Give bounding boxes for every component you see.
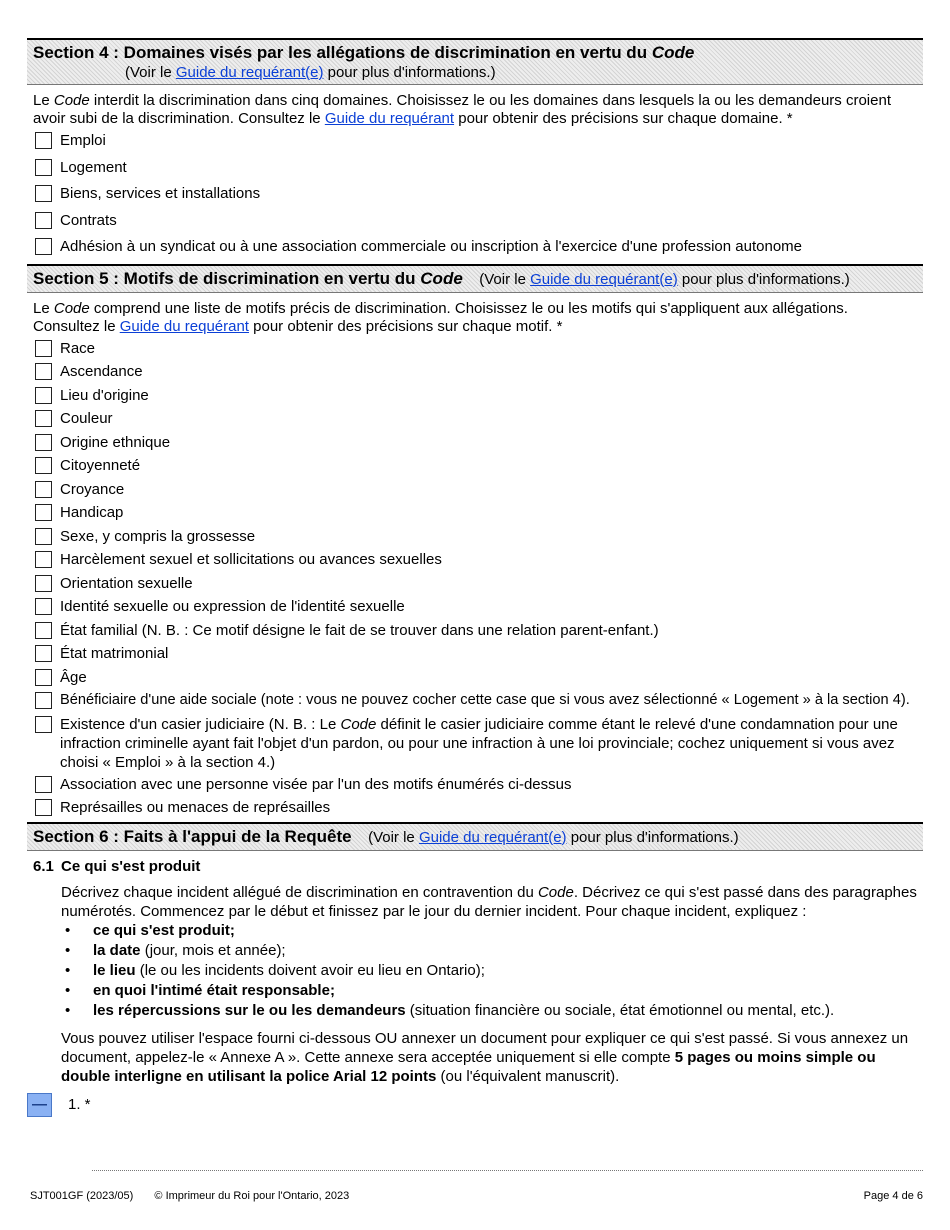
list-item: • le lieu (le ou les incidents doivent avoir eu lieu en Ontario);	[65, 961, 485, 979]
checkbox[interactable]	[35, 692, 52, 709]
incident-entry-row	[27, 1093, 923, 1117]
checkbox[interactable]	[35, 457, 52, 474]
domain-option[interactable]: Adhésion à un syndicat ou à une association commerciale ou inscription à l'exercice d'une profession autonome	[27, 237, 923, 264]
domain-option[interactable]: Emploi	[27, 131, 923, 158]
checkbox[interactable]	[35, 410, 52, 427]
ground-option[interactable]: Identité sexuelle ou expression de l'identité sexuelle	[27, 597, 923, 621]
ground-option[interactable]: Harcèlement sexuel et sollicitations ou avances sexuelles	[27, 550, 923, 574]
checkbox[interactable]	[35, 575, 52, 592]
ground-checkbox-list	[27, 339, 923, 822]
guide-link[interactable]: Guide du requérant(e)	[530, 270, 678, 288]
checkbox[interactable]	[35, 132, 52, 149]
domain-option[interactable]: Logement	[27, 158, 923, 185]
section-4-intro: Le Code interdit la discrimination dans cinq domaines. Choisissez le ou les domaines dans lesquels la ou les demandeurs croient avoir subi de la discrimination. Consultez le Guide du requérant pour obtenir des précisions sur chaque domaine. *	[33, 92, 891, 127]
guide-link[interactable]: Guide du requérant	[119, 317, 249, 335]
ground-option[interactable]: Race	[27, 339, 923, 363]
list-item: • ce qui s'est produit;	[65, 921, 235, 939]
checkbox[interactable]	[35, 238, 52, 255]
section-5-header	[27, 264, 923, 293]
ground-option[interactable]: Citoyenneté	[27, 456, 923, 480]
ground-option[interactable]: Couleur	[27, 409, 923, 433]
checkbox[interactable]	[35, 363, 52, 380]
checkbox[interactable]	[35, 212, 52, 229]
attachment-instructions: Vous pouvez utiliser l'espace fourni ci-dessous OU annexer un document pour expliquer ce qui s'est passé. Si vous annexez un document, appelez-le « Annexe A ». Cette annexe sera acceptée uniquement si elle compte 5 pages ou moins simple ou double interligne en utilisant la police Arial 12 points (ou l'équivalent manuscrit).	[61, 1029, 909, 1085]
ground-option[interactable]: Handicap	[27, 503, 923, 527]
list-item: • en quoi l'intimé était responsable;	[65, 981, 335, 999]
remove-entry-button[interactable]	[27, 1093, 52, 1117]
minus-icon: —	[32, 1096, 47, 1113]
checkbox[interactable]	[35, 387, 52, 404]
ground-option[interactable]: Orientation sexuelle	[27, 574, 923, 598]
ground-option[interactable]: Bénéficiaire d'une aide sociale (note : vous ne pouvez cocher cette case que si vous avez sélectionné « Logement » à la section 4).	[27, 691, 923, 715]
incident-checklist	[27, 921, 923, 1021]
checkbox[interactable]	[35, 622, 52, 639]
section-5-note: (Voir le Guide du requérant(e) pour plus d'informations.)	[479, 270, 850, 288]
section-6-header	[27, 822, 923, 851]
checkbox[interactable]	[35, 551, 52, 568]
ground-option[interactable]: Croyance	[27, 480, 923, 504]
checkbox[interactable]	[35, 645, 52, 662]
domain-option[interactable]: Contrats	[27, 211, 923, 238]
checkbox[interactable]	[35, 159, 52, 176]
guide-link[interactable]: Guide du requérant(e)	[175, 64, 324, 81]
subsection-6-1-description: Décrivez chaque incident allégué de discrimination en contravention du Code. Décrivez ce qui s'est passé dans des paragraphes numérotés. Commencez par le début et finissez par le jour du dernier incident. Pour chaque incident, expliquez :	[61, 883, 917, 920]
ground-option[interactable]: État matrimonial	[27, 644, 923, 668]
section-4-note: (Voir le Guide du requérant(e) pour plus d'informations.)	[125, 64, 496, 81]
checkbox[interactable]	[35, 669, 52, 686]
section-5-intro: Le Code comprend une liste de motifs précis de discrimination. Choisissez le ou les motifs qui s'appliquent aux allégations. Consultez le Guide du requérant pour obtenir des précisions sur chaque motif. *	[33, 299, 848, 335]
ground-option[interactable]: Sexe, y compris la grossesse	[27, 527, 923, 551]
checkbox[interactable]	[35, 799, 52, 816]
list-item: • la date (jour, mois et année);	[65, 941, 286, 959]
checkbox[interactable]	[35, 340, 52, 357]
checkbox[interactable]	[35, 776, 52, 793]
ground-option[interactable]: Lieu d'origine	[27, 386, 923, 410]
incident-entry-label: 1. *	[68, 1096, 91, 1113]
section-4-header	[27, 38, 923, 85]
footer-divider	[92, 1170, 923, 1171]
domain-checkbox-list	[27, 131, 923, 264]
checkbox[interactable]	[35, 185, 52, 202]
ground-option[interactable]: État familial (N. B. : Ce motif désigne le fait de se trouver dans une relation parent-enfant.)	[27, 621, 923, 645]
ground-option[interactable]: Représailles ou menaces de représailles	[27, 798, 923, 822]
checkbox[interactable]	[35, 528, 52, 545]
form-page	[27, 38, 923, 1117]
section-5-title: Section 5 : Motifs de discrimination en vertu du Code	[33, 268, 463, 288]
copyright: © Imprimeur du Roi pour l'Ontario, 2023	[154, 1190, 350, 1202]
ground-option[interactable]: Origine ethnique	[27, 433, 923, 457]
guide-link[interactable]: Guide du requérant(e)	[418, 828, 567, 846]
list-item: • les répercussions sur le ou les demandeurs (situation financière ou sociale, état émotionnel ou mental, etc.).	[65, 1001, 835, 1019]
checkbox[interactable]	[35, 598, 52, 615]
checkbox[interactable]	[35, 481, 52, 498]
ground-option[interactable]: Âge	[27, 668, 923, 692]
checkbox[interactable]	[35, 434, 52, 451]
guide-link[interactable]: Guide du requérant	[324, 110, 455, 127]
ground-option[interactable]: Association avec une personne visée par l'un des motifs énumérés ci-dessus	[27, 775, 923, 799]
checkbox[interactable]	[35, 716, 52, 733]
form-code: SJT001GF (2023/05)	[30, 1190, 134, 1202]
section-6-title: Section 6 : Faits à l'appui de la Requête	[33, 826, 352, 846]
page-footer	[30, 1190, 923, 1202]
page-number: Page 4 de 6	[863, 1190, 923, 1202]
domain-option[interactable]: Biens, services et installations	[27, 184, 923, 211]
subsection-6-1-title: 6.1 Ce qui s'est produit	[33, 857, 201, 875]
ground-option[interactable]: Ascendance	[27, 362, 923, 386]
ground-option-criminal-record[interactable]: Existence d'un casier judiciaire (N. B. : Le Code définit le casier judiciaire comme étant le relevé d'une condamnation pour une infraction criminelle ayant fait l'objet d'un pardon, ou pour une infraction à une loi provinciale; cochez uniquement si vous avez choisi « Emploi » à la section 4.)	[27, 715, 923, 775]
section-4-title: Section 4 : Domaines visés par les allégations de discrimination en vertu du Code	[33, 43, 695, 62]
checkbox[interactable]	[35, 504, 52, 521]
section-6-note: (Voir le Guide du requérant(e) pour plus d'informations.)	[368, 828, 739, 846]
